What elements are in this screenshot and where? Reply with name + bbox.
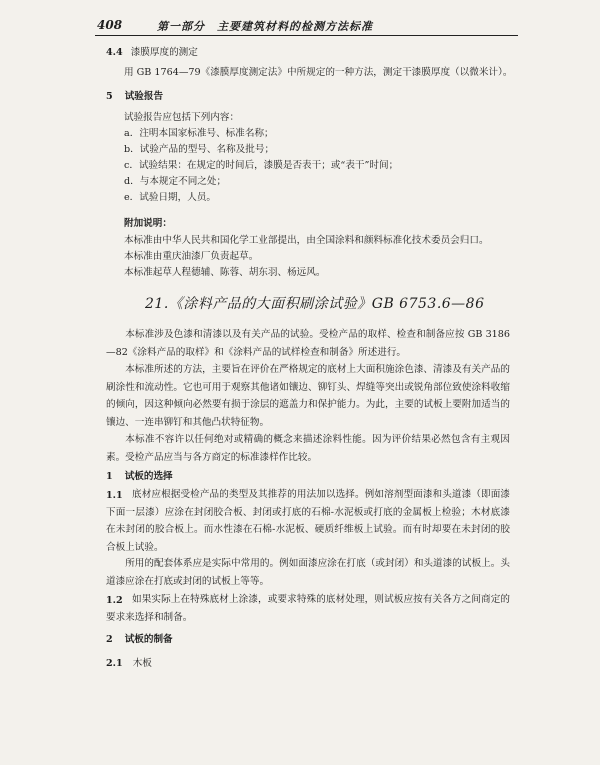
report-item: e．试验日期，人员。 xyxy=(124,192,217,203)
section-number: 5 xyxy=(106,91,113,102)
report-item: d．与本规定不同之处； xyxy=(124,176,227,187)
section-1-heading xyxy=(106,471,173,483)
section-5-heading xyxy=(106,91,163,103)
section-title: 木板 xyxy=(132,658,152,669)
section-number: 2.1 xyxy=(106,658,123,669)
section-number: 4.4 xyxy=(106,47,123,58)
standard-title: 21.《涂料产品的大面积刷涂试验》GB 6753.6—86 xyxy=(145,296,485,312)
clause-number: 1.2 xyxy=(106,595,123,606)
header-rule xyxy=(95,35,518,36)
intro-paragraph: 本标准不容许以任何绝对或精确的概念来描述涂料性能。因为评价结果必然包含有主观因素。受检产品应当与各方商定的标准漆样作比较。 xyxy=(106,434,510,463)
section-title: 试板的制备 xyxy=(124,634,173,645)
clause-1-1-followup: 所用的配套体系应是实际中常用的。例如面漆应涂在打底（或封闭）和头道漆的试板上。头道漆应涂在打底或封闭的试板上等等。 xyxy=(106,558,510,587)
notes-line: 本标准由中华人民共和国化学工业部提出，由全国涂料和颜料标准化技术委员会归口。 xyxy=(124,235,489,246)
page-header xyxy=(97,14,517,36)
section-number: 2 xyxy=(106,634,113,645)
clause-1-2-body: 如果实际上在特殊底材上涂漆，或要求特殊的底材处理，则试板应按有关各方之间商定的要求来选择和制备。 xyxy=(106,594,510,623)
section-2-heading xyxy=(106,634,173,646)
section-4-4-body: 用 GB 1764—79《漆膜厚度测定法》中所规定的一种方法，测定干漆膜厚度（以微米计）。 xyxy=(124,67,513,78)
report-item: c．试验结果：在规定的时间后，漆膜是否表干；或“表干”时间； xyxy=(124,160,399,171)
page-number: 408 xyxy=(97,18,123,32)
clause-number: 1.1 xyxy=(106,490,123,501)
section-number: 1 xyxy=(106,471,113,482)
running-title: 第一部分 主要建筑材料的检测方法标准 xyxy=(157,20,373,33)
report-item: b．试验产品的型号、名称及批号； xyxy=(124,144,275,155)
intro-paragraph: 本标准所述的方法，主要旨在评价在严格规定的底材上大面积施涂色漆、清漆及有关产品的刷涂性和流动性。它也可用于观察其他诸如镶边、铆钉头、焊缝等突出或锐角部位致使涂料收缩的倾向，因这种倾向必然要有损于涂层的遮盖力和保护能力。为此，主要的试板上要附加适当的镶边、一连串铆钉和其他凸状特征物。 xyxy=(106,364,510,428)
notes-line: 本标准由重庆油漆厂负责起草。 xyxy=(124,251,259,262)
notes-heading: 附加说明： xyxy=(124,218,172,229)
section-title: 漆膜厚度的测定 xyxy=(130,47,198,58)
section-title: 试验报告 xyxy=(124,91,164,102)
clause-1-1-body: 底材应根据受检产品的类型及其推荐的用法加以选择。例如溶剂型面漆和头道漆（即面漆下面一层漆）应涂在封闭胶合板、封闭或打底的石棉-水泥板或打底的金属板上检验；木材底漆在未封闭的胶合板上。而水性漆在石棉-水泥板、硬质纤维板上试验。而有时却要在未封闭的胶合板上试验。 xyxy=(106,489,510,553)
notes-line: 本标准起草人程德辅、陈蓉、胡东羽、杨远风。 xyxy=(124,267,326,278)
section-4-4-heading xyxy=(106,47,198,59)
report-item: a．注明本国家标准号、标准名称； xyxy=(124,128,274,139)
section-2-1-heading xyxy=(106,658,152,670)
intro-paragraph: 本标准涉及色漆和清漆以及有关产品的试验。受检产品的取样、检查和制备应按 GB 3186—82《涂料产品的取样》和《涂料产品的试样检查和制备》所述进行。 xyxy=(106,329,510,358)
section-title: 试板的选择 xyxy=(124,471,173,482)
report-intro: 试验报告应包括下列内容： xyxy=(124,112,240,123)
